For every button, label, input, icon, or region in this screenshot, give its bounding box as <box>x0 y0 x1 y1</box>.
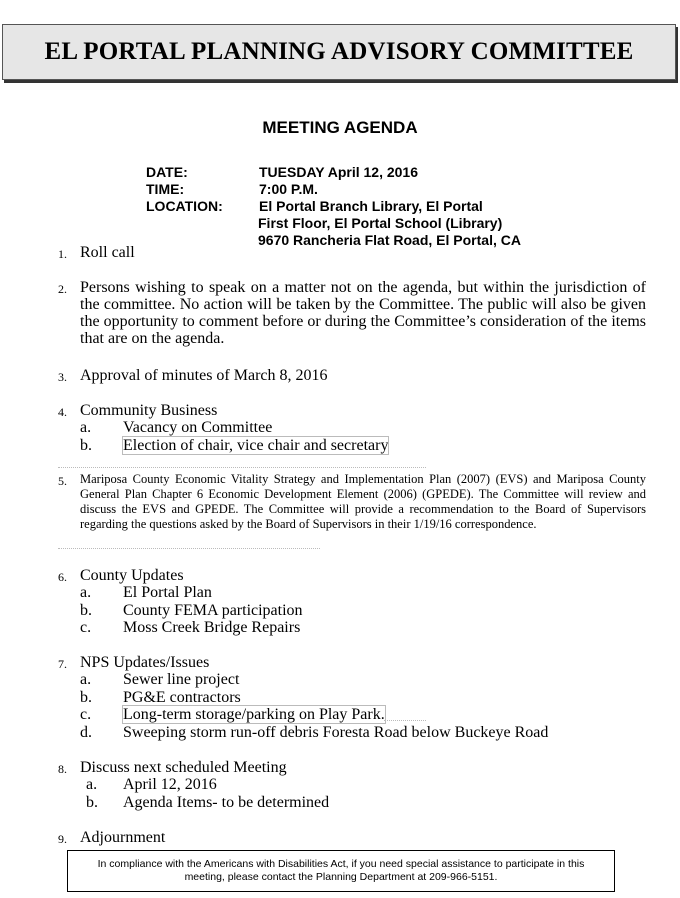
sub-item-text: County FEMA participation <box>123 602 303 619</box>
location-label: LOCATION: <box>146 198 223 214</box>
ada-notice-line: In compliance with the Americans with Disabilities Act, if you need special assistance to participate in this <box>97 858 585 870</box>
item-number: 7. <box>58 657 67 671</box>
header-banner <box>2 24 676 80</box>
item-text: Discuss next scheduled Meeting <box>80 759 287 776</box>
meeting-details <box>146 164 521 249</box>
item-number: 4. <box>58 405 67 419</box>
item-number: 3. <box>58 370 67 384</box>
sub-item-letter: b. <box>86 794 98 811</box>
sub-item-letter: b. <box>80 602 92 619</box>
divider <box>58 467 426 468</box>
sub-item-letter: a. <box>80 671 92 688</box>
sub-item-letter: b. <box>80 689 92 706</box>
item-number: 9. <box>58 832 67 846</box>
item-text: Community Business <box>80 402 218 419</box>
sub-item-text: Election of chair, vice chair and secretary <box>123 437 389 454</box>
sub-item-text: Sweeping storm run-off debris Foresta Road below Buckeye Road <box>123 724 549 741</box>
sub-item-letter: a. <box>80 419 92 436</box>
time-label: TIME: <box>146 181 185 197</box>
date-label: DATE: <box>146 164 188 180</box>
item-text: Persons wishing to speak on a matter not on the agenda, but within the jurisdiction of the committee. No action will be taken by the Committee. The public will also be given the opportunity to comment before or during the Committee’s consideration of the items that are on the agenda. <box>80 279 646 347</box>
location-line: 9670 Rancheria Flat Road, El Portal, CA <box>258 232 521 248</box>
item-text: Mariposa County Economic Vitality Strategy and Implementation Plan (2007) (EVS) and Mariposa County General Plan Chapter 6 Economic Development Element (2006) (GPEDE). The Committee will review and discuss the EVS and GPEDE. The Committee will provide a recommendation to the Board of Supervisors regarding the questions asked by the Board of Supervisors in their 1/19/16 correspondence. <box>80 472 646 531</box>
item-number: 2. <box>58 282 67 296</box>
sub-item-text: Agenda Items- to be determined <box>123 794 330 811</box>
location-line: First Floor, El Portal School (Library) <box>258 215 503 231</box>
sub-item-letter: a. <box>86 776 98 793</box>
sub-item-letter: c. <box>80 706 92 723</box>
agenda-title: MEETING AGENDA <box>262 118 418 137</box>
ada-notice <box>67 850 615 892</box>
item-text: Roll call <box>80 244 135 261</box>
sub-item-text: Moss Creek Bridge Repairs <box>123 619 301 636</box>
item-text: Approval of minutes of March 8, 2016 <box>80 367 328 384</box>
sub-item-text: El Portal Plan <box>123 584 212 601</box>
item-text: Adjournment <box>80 829 166 846</box>
divider <box>384 720 426 721</box>
sub-item-text: Vacancy on Committee <box>123 419 273 436</box>
time-value: 7:00 P.M. <box>259 181 318 197</box>
committee-title: EL PORTAL PLANNING ADVISORY COMMITTEE <box>44 38 634 65</box>
divider <box>58 548 320 549</box>
sub-item-text: Long-term storage/parking on Play Park. <box>123 706 385 723</box>
sub-item-letter: c. <box>80 619 92 636</box>
item-number: 8. <box>58 762 67 776</box>
sub-item-text: April 12, 2016 <box>123 776 217 793</box>
sub-item-letter: a. <box>80 584 92 601</box>
item-text: NPS Updates/Issues <box>80 654 210 671</box>
sub-item-text: Sewer line project <box>123 671 240 688</box>
item-number: 5. <box>58 474 67 488</box>
sub-item-letter: b. <box>80 437 92 454</box>
date-value: TUESDAY April 12, 2016 <box>259 164 419 180</box>
item-number: 1. <box>58 247 67 261</box>
item-text: County Updates <box>80 567 184 584</box>
item-number: 6. <box>58 570 67 584</box>
sub-item-text: PG&E contractors <box>123 689 241 706</box>
sub-item-letter: d. <box>80 724 92 741</box>
location-line: El Portal Branch Library, El Portal <box>259 198 483 214</box>
ada-notice-line: meeting, please contact the Planning Department at 209-966-5151. <box>184 871 498 883</box>
